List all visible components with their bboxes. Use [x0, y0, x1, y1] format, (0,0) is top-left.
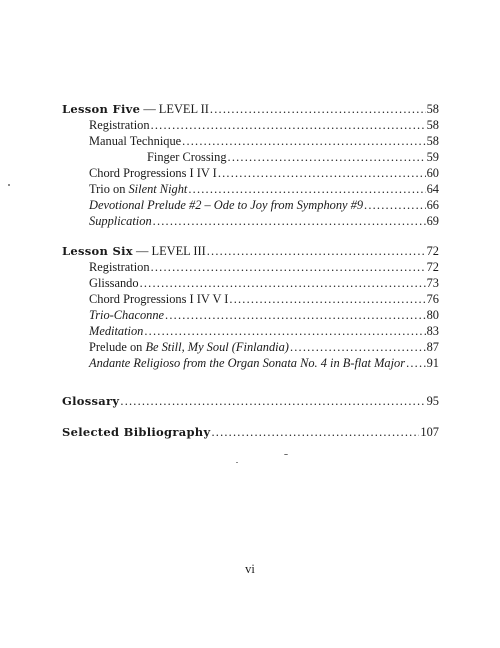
page-number: 72: [426, 260, 439, 274]
toc-heading-lesson-five: [62, 101, 439, 117]
glossary-label: Glossary: [62, 394, 120, 408]
page-number: 64: [426, 182, 439, 196]
page-number: 72: [426, 244, 439, 258]
page-number: 87: [426, 340, 439, 354]
page-number: 80: [426, 308, 439, 322]
dot-leader: [120, 393, 425, 409]
page-number: 95: [426, 394, 439, 408]
toc-entry-bibliography: [62, 424, 439, 440]
toc-entry-glissando: Glissando ..... 73: [89, 275, 439, 291]
page-number: 59: [426, 150, 439, 164]
page-number: 58: [426, 134, 439, 148]
scan-speck: [236, 462, 238, 463]
dot-leader: [210, 101, 426, 117]
toc-entry-registration: Registration ..... 58: [89, 117, 439, 133]
toc-entry-supplication: Supplication ..... 69: [89, 213, 439, 229]
dot-leader: [153, 213, 426, 229]
toc-entry-chord-progressions-2: Chord Progressions I IV V I ..... 76: [89, 291, 439, 307]
scan-speck: [8, 184, 10, 186]
scan-speck: [284, 454, 288, 455]
page-number: 58: [426, 118, 439, 132]
page-number: 58: [426, 102, 439, 116]
toc-entry-andante-religioso: Andante Religioso from the Organ Sonata No. 4 in B-flat Major ..... 91: [89, 355, 439, 371]
page-number: 91: [426, 356, 439, 370]
lesson-six-level: — LEVEL III: [132, 244, 206, 258]
toc-entry-registration-2: Registration ..... 72: [89, 259, 439, 275]
toc-entry-trio-silent-night: Trio on Silent Night ..... 64: [89, 181, 439, 197]
dot-leader: [151, 117, 426, 133]
dot-leader: [151, 259, 426, 275]
page-number: 76: [426, 292, 439, 306]
page-number: 60: [426, 166, 439, 180]
toc-entry-meditation: Meditation ..... 83: [89, 323, 439, 339]
page-number: 83: [426, 324, 439, 338]
dot-leader: [188, 181, 425, 197]
dot-leader: [207, 243, 426, 259]
toc-entry-manual-technique: Manual Technique ..... 58: [89, 133, 439, 149]
page-number: 69: [426, 214, 439, 228]
dot-leader: [211, 424, 419, 440]
lesson-five-label: Lesson Five: [62, 102, 141, 116]
dot-leader: [140, 275, 426, 291]
bibliography-label: Selected Bibliography: [62, 425, 211, 439]
dot-leader: [182, 133, 425, 149]
toc-entry-devotional-prelude: Devotional Prelude #2 – Ode to Joy from Symphony #9 ..... 66: [89, 197, 439, 213]
dot-leader: [218, 165, 426, 181]
toc-entry-trio-chaconne: Trio-Chaconne ..... 80: [89, 307, 439, 323]
lesson-six-label: Lesson Six: [62, 244, 133, 258]
page-number: 107: [420, 425, 439, 439]
dot-leader: [144, 323, 425, 339]
dot-leader: [406, 355, 426, 371]
toc-entry-finger-crossing: Finger Crossing ..... 59: [147, 149, 439, 165]
toc-entry-glossary: [62, 393, 439, 409]
page-number: 73: [426, 276, 439, 290]
dot-leader: [165, 307, 426, 323]
page-folio: vi: [245, 562, 255, 576]
toc-heading-lesson-six: [62, 243, 439, 259]
lesson-five-level: — LEVEL II: [140, 102, 209, 116]
dot-leader: [290, 339, 426, 355]
page-number: 66: [426, 198, 439, 212]
dot-leader: [364, 197, 426, 213]
dot-leader: [229, 291, 425, 307]
toc-entry-chord-progressions: Chord Progressions I IV I ..... 60: [89, 165, 439, 181]
toc-entry-prelude-finlandia: Prelude on Be Still, My Soul (Finlandia) ..... 87: [89, 339, 439, 355]
dot-leader: [228, 149, 426, 165]
